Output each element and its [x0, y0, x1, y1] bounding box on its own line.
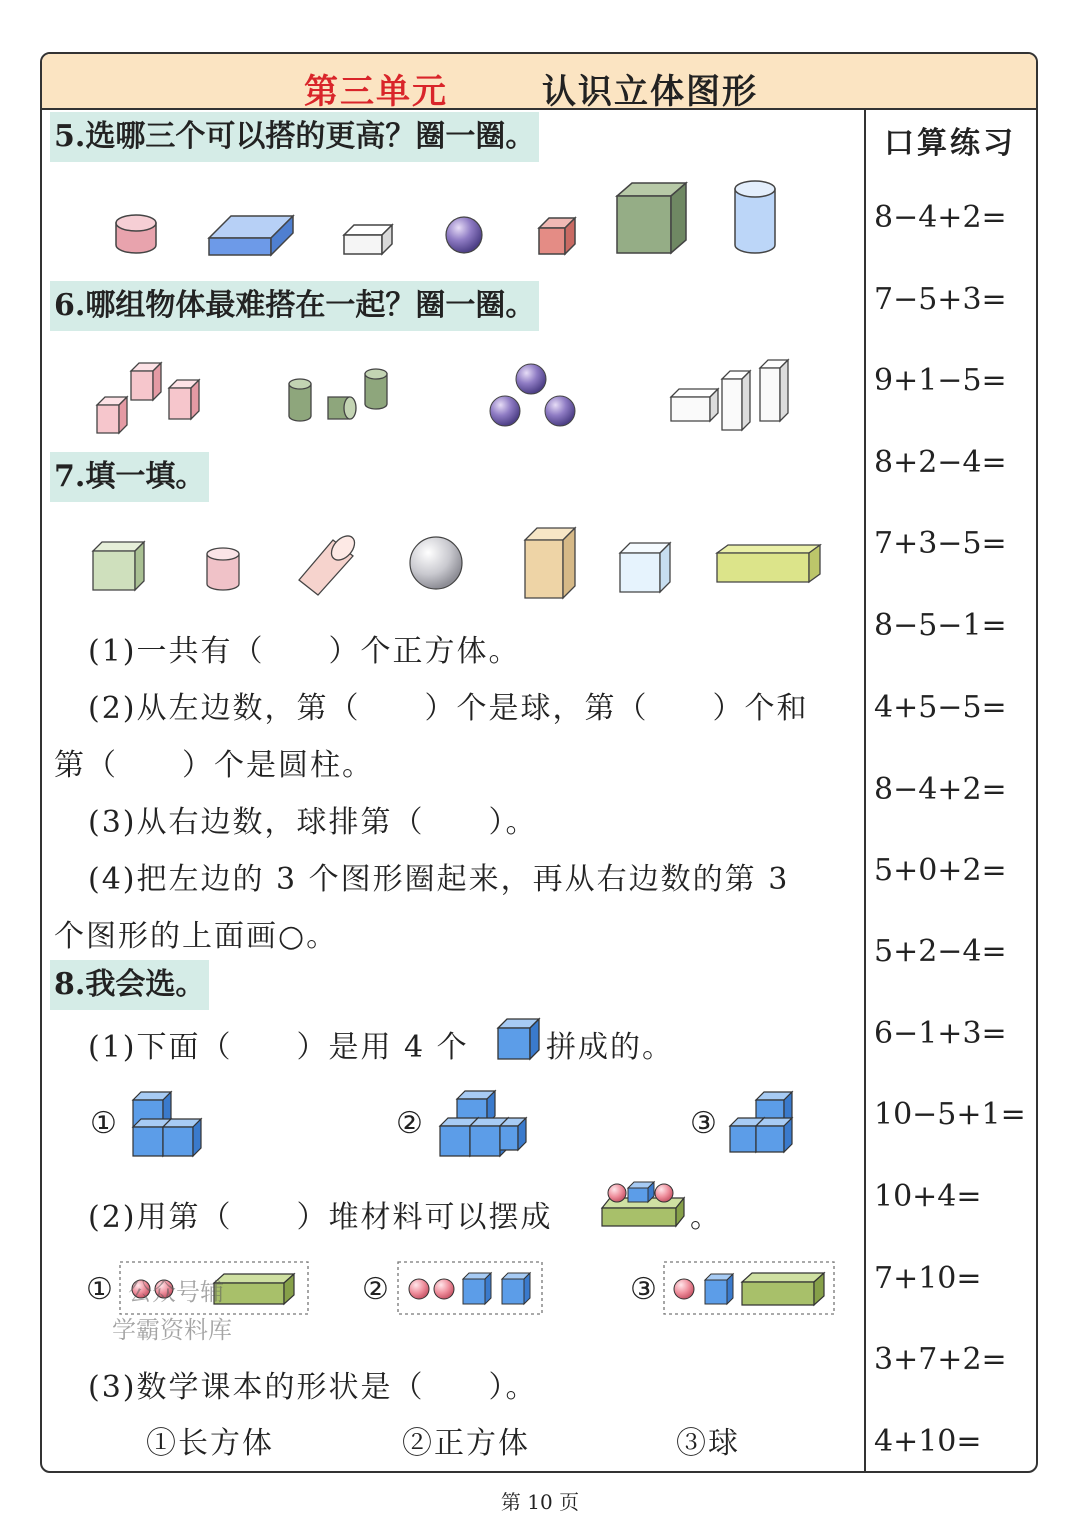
- material-pile-2: [398, 1262, 542, 1314]
- option-1-cube-stack: [133, 1092, 201, 1156]
- choice-sphere: ③球: [676, 1426, 740, 1461]
- exercise-10: 5+2−4=: [874, 934, 1007, 969]
- pile3-mark: ③: [630, 1272, 659, 1307]
- q7-tilted-cylinder: [299, 532, 359, 595]
- q6-white-cuboids-group: [671, 360, 788, 430]
- q5-white-small-cuboid: [344, 225, 392, 254]
- opt3-mark: ③: [690, 1106, 719, 1141]
- q7-tall-cuboid: [525, 528, 575, 598]
- exercise-2: 7−5+3=: [874, 282, 1007, 317]
- q8-part1b: 拼成的。: [546, 1030, 674, 1065]
- q6-pink-cubes-group: [97, 363, 199, 433]
- q5-blue-flat-cuboid: [209, 216, 293, 255]
- question-7-title: 7.填一填。: [50, 452, 209, 502]
- exercise-16: 4+10=: [874, 1424, 982, 1459]
- q6-purple-spheres-group: [490, 364, 575, 426]
- q7-part3: (3)从右边数，球排第（ ）。: [88, 805, 538, 840]
- pile2-mark: ②: [362, 1272, 391, 1307]
- exercise-15: 3+7+2=: [874, 1342, 1007, 1377]
- unit-title: 第三单元: [304, 72, 448, 112]
- exercise-8: 8−4+2=: [874, 772, 1007, 807]
- q8-part2b: 。: [690, 1200, 722, 1235]
- exercise-13: 10+4=: [874, 1179, 982, 1214]
- q8-part3: (3)数学课本的形状是（ ）。: [88, 1370, 538, 1405]
- exercise-3: 9+1−5=: [874, 363, 1007, 398]
- q7-gray-sphere: [410, 537, 462, 589]
- q7-part2a: (2)从左边数，第（ ）个是球，第（ ）个和: [88, 691, 809, 726]
- exercise-4: 8+2−4=: [874, 445, 1007, 480]
- watermark-line-1: 公众号辅: [128, 1278, 224, 1306]
- option-3-cube-stack: [730, 1092, 792, 1152]
- choice-cuboid: ①长方体: [146, 1426, 274, 1461]
- inline-blue-cube-icon: [498, 1019, 539, 1059]
- option-2-cube-stack: [440, 1091, 526, 1156]
- q8-part1a: (1)下面（ ）是用 4 个: [88, 1030, 469, 1065]
- page-number: 第 10 页: [500, 1490, 580, 1514]
- q5-purple-sphere: [446, 217, 482, 253]
- q7-light-blue-cube: [620, 543, 670, 592]
- q7-long-cuboid: [717, 545, 820, 582]
- pile1-mark: ①: [86, 1272, 115, 1307]
- q7-part4b: 个图形的上面画○。: [54, 919, 339, 954]
- q7-green-cube: [93, 542, 144, 590]
- mental-math-title: 口算练习: [884, 126, 1016, 161]
- q5-pink-small-cube: [539, 218, 575, 254]
- q7-part4a: (4)把左边的 3 个图形圈起来，再从右边数的第 3: [88, 862, 790, 897]
- q6-green-cylinders-group: [289, 369, 387, 421]
- exercise-12: 10−5+1=: [874, 1097, 1026, 1132]
- exercise-14: 7+10=: [874, 1261, 982, 1296]
- exercise-11: 6−1+3=: [874, 1016, 1007, 1051]
- q7-part1: (1)一共有（ ）个正方体。: [88, 634, 521, 669]
- q5-blue-tall-cylinder: [735, 181, 775, 253]
- target-structure: [602, 1182, 684, 1226]
- exercise-9: 5+0+2=: [874, 853, 1007, 888]
- exercise-1: 8−4+2=: [874, 200, 1007, 235]
- question-5-title: 5.选哪三个可以搭的更高？圈一圈。: [50, 112, 539, 162]
- watermark-line-2: 学霸资料库: [112, 1316, 232, 1344]
- topic-title: 认识立体图形: [542, 72, 758, 112]
- exercise-6: 8−5−1=: [874, 608, 1007, 643]
- q7-pink-cylinder: [207, 548, 239, 590]
- q5-green-large-cube: [617, 183, 686, 253]
- q8-part2a: (2)用第（ ）堆材料可以摆成: [88, 1200, 553, 1235]
- q7-part2b: 第（ ）个是圆柱。: [54, 748, 374, 783]
- exercise-5: 7+3−5=: [874, 526, 1007, 561]
- exercise-7: 4+5−5=: [874, 690, 1007, 725]
- material-pile-3: [664, 1262, 834, 1314]
- opt1-mark: ①: [90, 1106, 119, 1141]
- question-8-title: 8.我会选。: [50, 960, 209, 1010]
- choice-cube: ②正方体: [402, 1426, 530, 1461]
- opt2-mark: ②: [396, 1106, 425, 1141]
- q5-pink-cylinder: [116, 215, 156, 253]
- question-6-title: 6.哪组物体最难搭在一起？圈一圈。: [50, 281, 539, 331]
